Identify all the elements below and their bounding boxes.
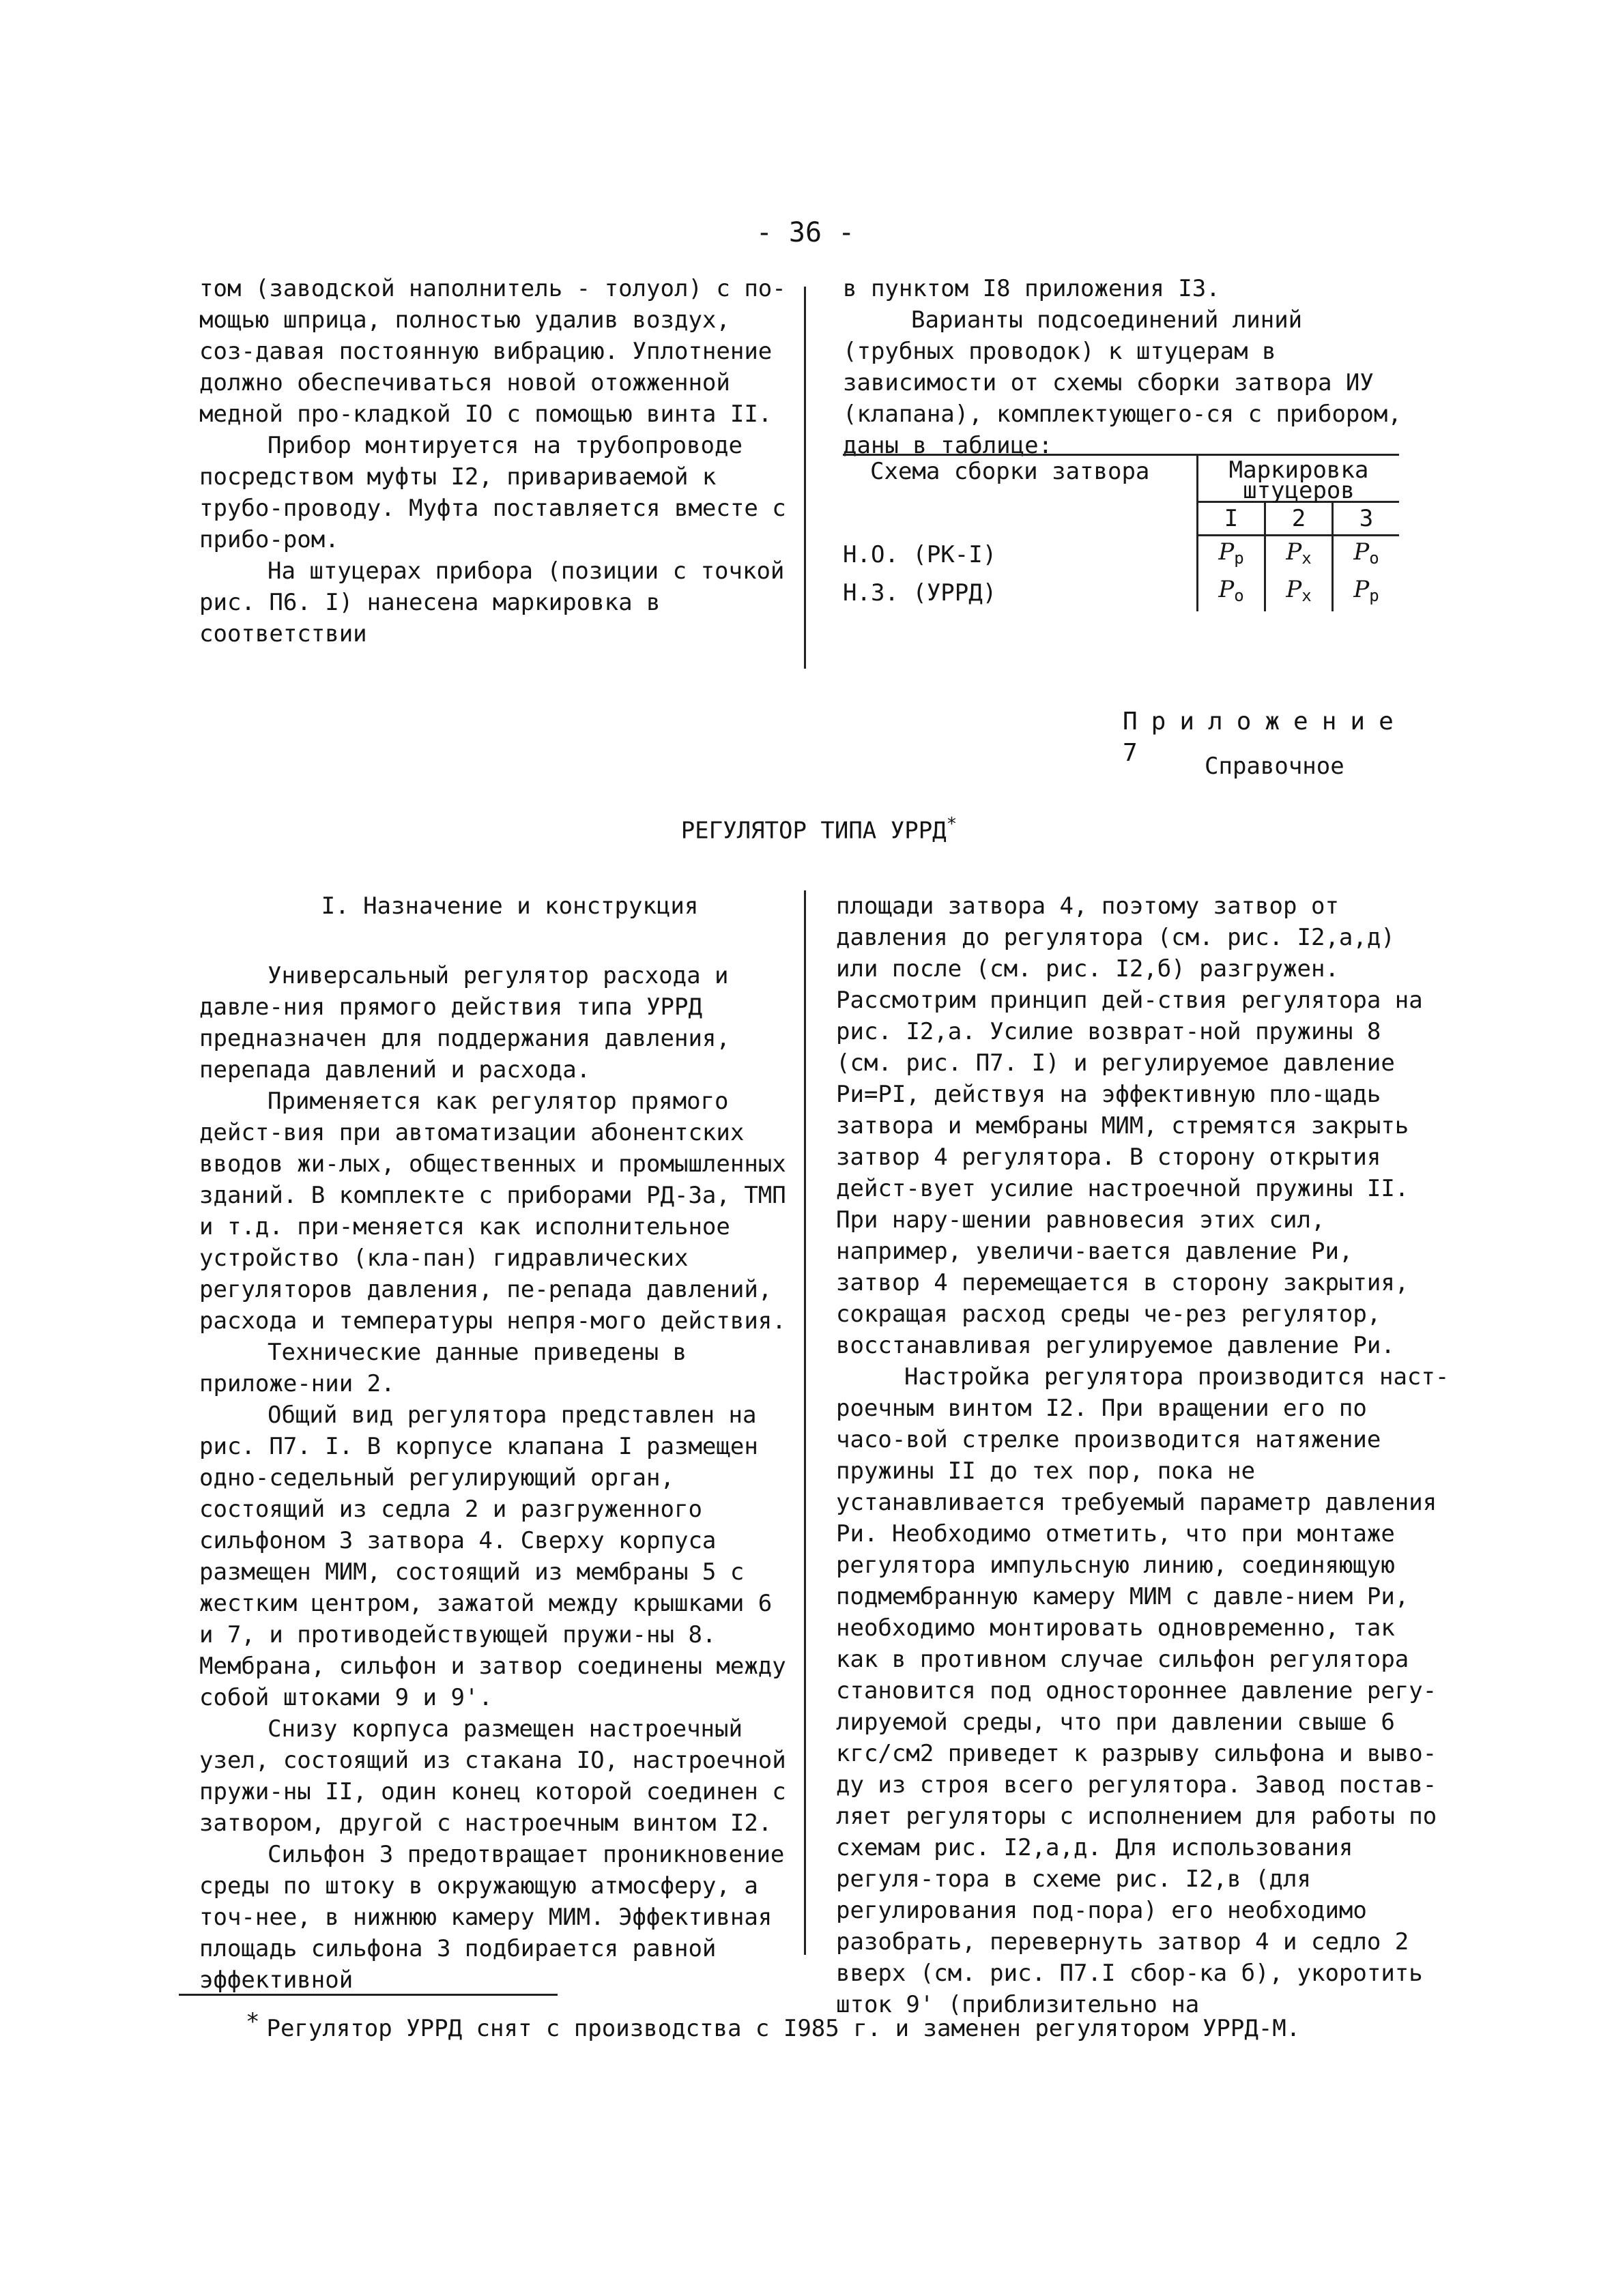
table-cell: $P_х$: [1265, 574, 1333, 611]
paragraph: Прибор монтируется на трубопроводе посредством муфты I2, привариваемой к трубо-проводу. Муфта поставляется вместе с прибо-ром.: [199, 432, 786, 553]
page-number: - 36 -: [755, 217, 855, 248]
paragraph: Настройка регулятора производится наст-роечным винтом I2. При вращении его по часо-вой стрелке производится натяжение пружины II до тех пор, пока не устанавливается требуемый параметр давления Pи. Необходимо отметить, что при монтаже регулятора импульсную линию, соединяющую подмембранную камеру МИМ с давле-нием Pи, необходимо монтировать одновременно, так как в противном случае сильфон регулятора становится под одностороннее давление регу-лируемой среды, что при давлении свыше 6 кгс/см2 приведет к разрыву сильфона и выво-ду из строя всего регулятора. Завод постав-ляет регуляторы с исполнением для работы по схемам рис. I2,а,д. Для использования регуля-тора в схеме рис. I2,в (для регулирования под-пора) его необходимо разобрать, перевернуть затвор 4 и седло 2 вверх (см. рис. П7.I сбор-ка б), укоротить шток 9' (приблизительно на: [836, 1363, 1450, 2018]
table-cell: $P_о$: [1198, 574, 1265, 611]
paragraph: Технические данные приведены в приложе-нии 2.: [199, 1339, 687, 1397]
table-subheader-2: 2: [1265, 502, 1333, 536]
paragraph: Универсальный регулятор расхода и давле-ния прямого действия типа УРРД предназначен для поддержания давления, перепада давлений и расхода.: [199, 962, 730, 1084]
top-left-column: [199, 273, 786, 650]
connection-variants-table: [843, 454, 1399, 611]
footnote-mark: *: [946, 814, 958, 834]
table-header-marking: [1198, 455, 1400, 502]
table-subheader-3: 3: [1333, 502, 1400, 536]
top-right-column: [843, 273, 1416, 461]
column-divider: [804, 287, 806, 669]
paragraph: площади затвора 4, поэтому затвор от давления до регулятора (см. рис. I2,а,д) или после (см. рис. I2,б) разгружен. Рассмотрим принцип дей-ствия регулятора на рис. I2,а. Усилие возврат-ной пружины 8 (см. рис. П7. I) и регулируемое давление Pи=PI, действуя на эффективную пло-щадь затвора и мембраны МИМ, стремятся закрыть затвор 4 регулятора. В сторону открытия дейст-вует усилие настроечной пружины II. При нару-шении равновесия этих сил, например, увеличи-вается давление Pи, затвор 4 перемещается в сторону закрытия, сокращая расход среды че-рез регулятор, восстанавливая регулируемое давление Pи.: [836, 892, 1423, 1359]
footnote-text: Регулятор УРРД снят с производства с I985 г. и заменен регулятором УРРД-М.: [266, 2015, 1301, 2042]
table-row: [843, 536, 1399, 575]
table-header-scheme: Схема сборки затвора: [843, 455, 1198, 536]
section-title-text: РЕГУЛЯТОР ТИПА УРРД: [680, 817, 947, 845]
footnote: [246, 2008, 1406, 2044]
column-divider: [804, 890, 806, 1955]
appendix-ref: Справочное: [1205, 753, 1344, 780]
paragraph: Общий вид регулятора представлен на рис. П7. I. В корпусе клапана I размещен одно-седельный регулирующий орган, состоящий из седла 2 и разгруженного сильфоном 3 затвора 4. Сверху корпуса размещен МИМ, состоящий из мембраны 5 с жестким центром, зажатой между крышками 6 и 7, и противодействующей пружи-ны 8. Мембрана, сильфон и затвор соединены между собой штоками 9 и 9'.: [199, 1401, 786, 1711]
footnote-mark: *: [246, 2008, 260, 2035]
paragraph: Снизу корпуса размещен настроечный узел, состоящий из стакана IO, настроечной пружи-ны II, один конец которой соединен с затвором, другой с настроечным винтом I2.: [199, 1715, 786, 1837]
bottom-left-column: [199, 890, 793, 1996]
paragraph: Применяется как регулятор прямого дейст-вия при автоматизации абонентских вводов жи-лых, общественных и промышленных зданий. В комплекте с приборами РД-3а, ТМП и т.д. при-меняется как исполнительное устройство (кла-пан) гидравлических регуляторов давления, пе-репада давлений, расхода и температуры непря-мого действия.: [199, 1088, 786, 1335]
table-cell: $P_р$: [1333, 574, 1400, 611]
section-title: [614, 809, 1024, 846]
paragraph: в пунктом I8 приложения I3.: [843, 275, 1220, 302]
table-cell: $P_о$: [1333, 536, 1400, 575]
table-row: [843, 574, 1399, 611]
paragraph: том (заводской наполнитель - толуол) с по-мощью шприца, полностью удалив воздух, соз-давая постоянную вибрацию. Уплотнение должно обеспечиваться новой отожженной медной про-кладкой IO с помощью винта II.: [199, 275, 786, 428]
paragraph: Варианты подсоединений линий (трубных проводок) к штуцерам в зависимости от схемы сборки затвора ИУ (клапана), комплектующего-ся с прибором, даны в таблице:: [843, 306, 1402, 459]
table-cell-scheme: Н.О. (РК-I): [843, 540, 997, 568]
table-header-marking-line2: штуцеров: [1243, 477, 1355, 504]
bottom-right-column: [836, 890, 1450, 2020]
table-cell: $P_х$: [1265, 536, 1333, 575]
table-header-marking-line1: Маркировка: [1228, 456, 1369, 484]
footnote-divider: [179, 1994, 558, 1996]
appendix-label: Приложение 7: [1123, 708, 1407, 767]
table-subheader-1: I: [1198, 502, 1265, 536]
subsection-heading: I. Назначение и конструкция: [321, 892, 699, 920]
table-cell-scheme: Н.З. (УРРД): [843, 579, 997, 607]
table-cell: $P_р$: [1198, 536, 1265, 575]
paragraph: Сильфон 3 предотвращает проникновение среды по штоку в окружающую атмосферу, а точ-нее, в нижнюю камеру МИМ. Эффективная площадь сильфона 3 подбирается равной эффективной: [199, 1841, 785, 1994]
paragraph: На штуцерах прибора (позиции с точкой рис. П6. I) нанесена маркировка в соответствии: [199, 557, 785, 648]
